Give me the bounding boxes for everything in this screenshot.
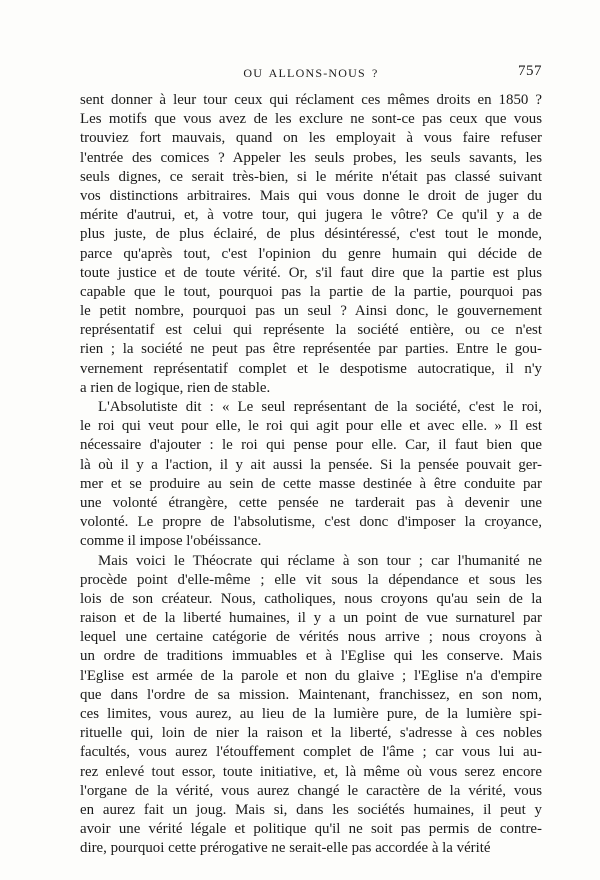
text-line: lequel une certaine catégorie de vérités nous arrive ; nous croyons à bbox=[80, 629, 542, 646]
text-line: en aurez fait un joug. Mais si, dans les sociétés humaines, il peut y bbox=[80, 801, 542, 818]
text-line: dire, pourquoi cette prérogative ne serait-elle pas accordée à la vérité bbox=[80, 840, 491, 857]
text-line: ces limites, vous aurez, au lieu de la lumière pure, de la lumière spi- bbox=[80, 706, 542, 722]
text-line: a rien de logique, rien de stable. bbox=[80, 379, 271, 396]
text-line: nécessaire d'ajouter : le roi qui pense pour elle. Car, il faut bien que bbox=[80, 437, 542, 454]
text-line: rien ; la société ne peut pas être représentée par parties. Entre le gou- bbox=[80, 341, 542, 358]
paragraph bbox=[80, 552, 542, 859]
text-line: procède point d'elle-même ; elle vit sous la dépendance et sous les bbox=[80, 571, 542, 588]
paragraph bbox=[80, 398, 542, 552]
text-line: parce qu'après tout, c'est l'opinion du genre humain qui décide de bbox=[80, 245, 542, 262]
text-line: une volonté étrangère, cette pensée ne tarderait pas à devenir une bbox=[80, 494, 542, 511]
text-line: vernement représentatif complet et le despotisme autocratique, il n'y bbox=[80, 360, 542, 377]
text-line: là où il y a l'action, il y ait aussi la pensée. Si la pensée pouvait ger- bbox=[80, 456, 542, 473]
text-line: facultés, vous aurez l'étouffement complet de l'âme ; car vous lui au- bbox=[80, 744, 542, 761]
text-line: lois de son créateur. Nous, catholiques, nous croyons qu'au sein de la bbox=[80, 590, 542, 607]
text-line: représentatif est celui qui représente la société entière, ou ce n'est bbox=[80, 322, 542, 339]
text-line: L'Absolutiste dit : « Le seul représentant de la société, c'est le roi, bbox=[98, 399, 542, 415]
running-title: OU ALLONS-NOUS ? bbox=[243, 66, 379, 80]
text-line: l'entrée des comices ? Appeler les seuls probes, les seuls savants, les bbox=[80, 149, 542, 166]
text-line: Les motifs que vous avez de les exclure ne sont-ce pas ceux que vous bbox=[80, 111, 542, 128]
body-text bbox=[80, 91, 542, 859]
text-line: l'Eglise est armée de la parole et non du glaive ; l'Eglise n'a d'empire bbox=[80, 667, 542, 684]
text-line: capable que le tout, pourquoi pas la partie de la partie, pourquoi pas bbox=[80, 283, 542, 300]
text-line: toute justice et de toute vérité. Or, s'il faut dire que la partie est plus bbox=[80, 264, 542, 281]
paragraph bbox=[80, 91, 542, 398]
text-line: l'organe de la vérité, vous aurez changé le caractère de la vérité, vous bbox=[80, 782, 542, 799]
text-line: sent donner à leur tour ceux qui réclament ces mêmes droits en 1850 ? bbox=[80, 92, 542, 108]
text-line: que dans l'ordre de sa mission. Maintenant, franchissez, en son nom, bbox=[80, 686, 542, 703]
text-line: rituelle qui, loin de nier la raison et la liberté, s'adresse à ces nobles bbox=[80, 725, 542, 742]
page-header bbox=[80, 63, 542, 88]
text-line: mérite d'autrui, et, à votre tour, qui jugera le vôtre? Ce qu'il y a de bbox=[80, 207, 542, 224]
text-line: trouviez fort mauvais, quand on les employait à vous faire refuser bbox=[80, 130, 542, 147]
text-line: Mais voici le Théocrate qui réclame à son tour ; car l'humanité ne bbox=[98, 552, 542, 569]
text-line: volonté. Le propre de l'absolutisme, c'est donc d'imposer la croyance, bbox=[80, 514, 542, 531]
text-line: raison et de la liberté humaines, il y a un point de vue surnaturel par bbox=[80, 610, 542, 627]
text-line: mer et se produire au sein de cette masse destinée à être conduite par bbox=[80, 475, 542, 492]
text-line: le petit nombre, pourquoi pas un seul ? Ainsi donc, le gouvernement bbox=[80, 303, 542, 320]
page-number: 757 bbox=[518, 63, 542, 79]
text-line: seuls dignes, ce serait très-bien, si le mérite n'était pas classé suivant bbox=[80, 168, 542, 185]
text-line: un ordre de traditions immuables et à l'Eglise qui les conserve. Mais bbox=[80, 648, 542, 665]
text-line: vos distinctions arbitraires. Mais qui vous donne le droit de juger du bbox=[80, 187, 542, 204]
text-line: avoir une vérité légale et politique qu'il ne soit pas permis de contre- bbox=[80, 821, 542, 838]
text-line: plus juste, de plus éclairé, de plus désintéressé, c'est tout le monde, bbox=[80, 226, 542, 243]
text-line: rez enlevé tout essor, toute initiative, et, là même où vous serez encore bbox=[80, 763, 542, 780]
text-line: comme il impose l'obéissance. bbox=[80, 533, 262, 550]
text-line: le roi qui veut pour elle, le roi qui agit pour elle et avec elle. » Il est bbox=[80, 418, 542, 435]
